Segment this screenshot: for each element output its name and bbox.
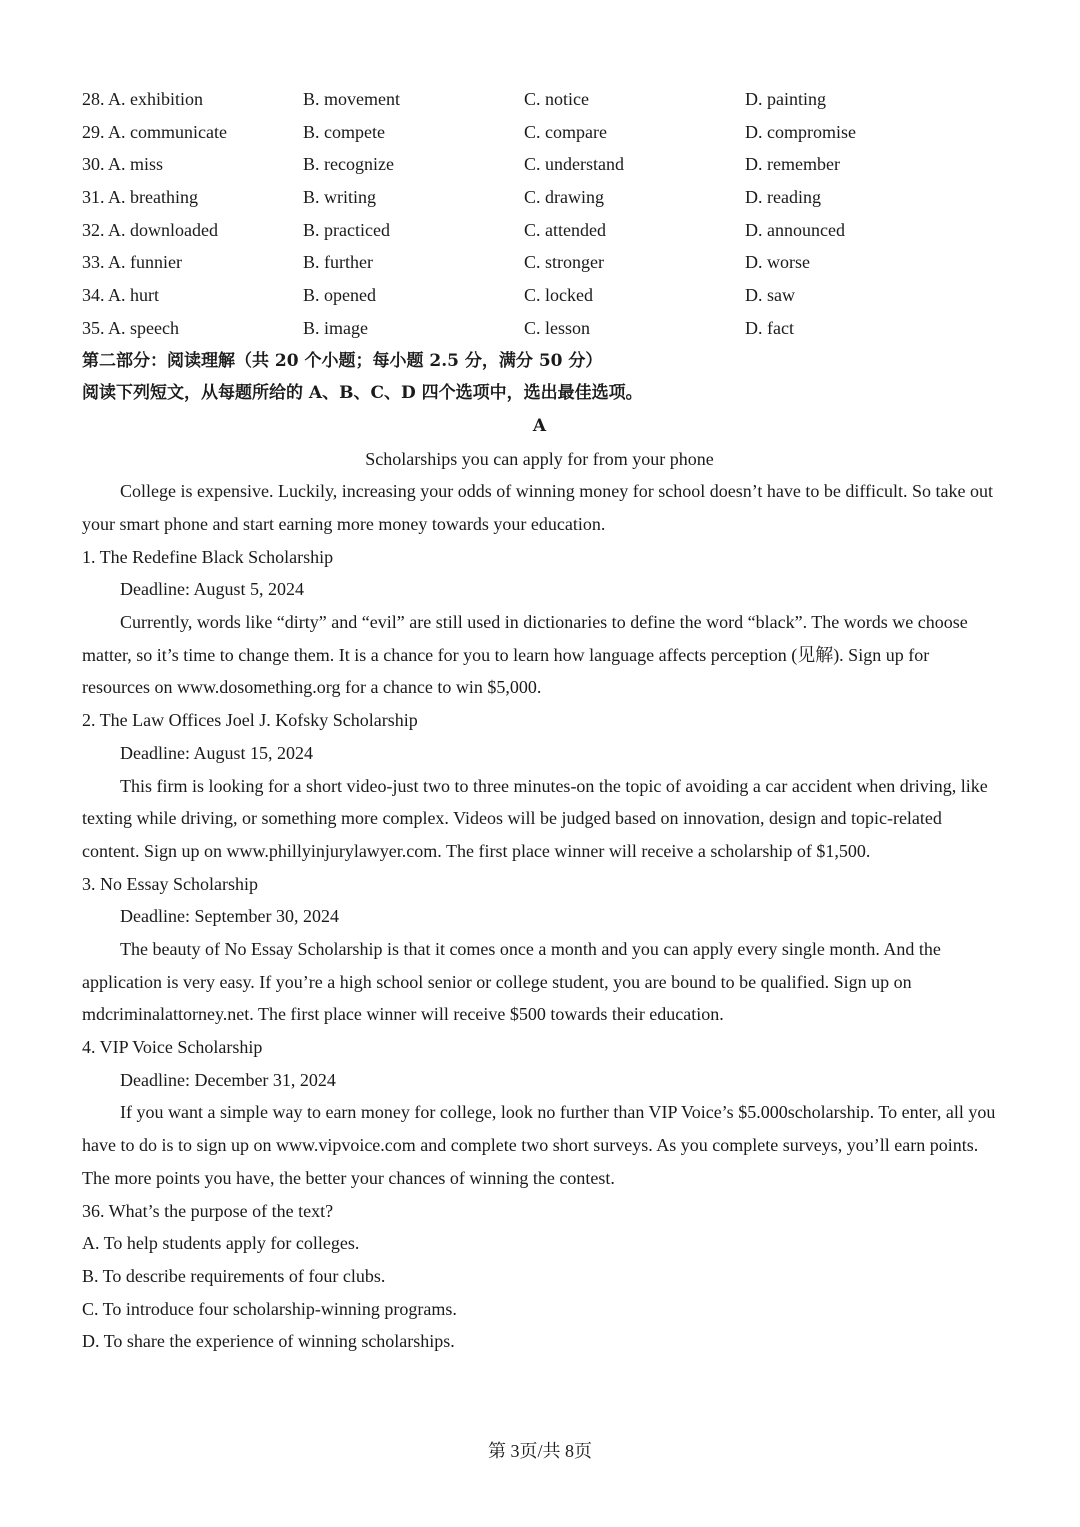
scholarship-name: 1. The Redefine Black Scholarship	[82, 546, 334, 567]
scholarship-deadline: Deadline: September 30, 2024	[120, 906, 339, 927]
option-row	[82, 312, 997, 345]
scholarship-deadline: Deadline: August 5, 2024	[120, 579, 304, 600]
option-c: C. compare	[524, 121, 607, 142]
option-d: D. announced	[745, 219, 845, 240]
scholarship-description: If you want a simple way to earn money for college, look no further than VIP Voice’s $5.000scholarship. To enter, all you have to do is to sign up on www.vipvoice.com and complete two short surveys. As you complete surveys, you’ll earn points. The more points you have, the better your chances of winning the contest.	[82, 1102, 996, 1188]
option-d: D. reading	[745, 187, 821, 208]
scholarship-name: 4. VIP Voice Scholarship	[82, 1037, 263, 1058]
option-b: B. further	[303, 252, 373, 273]
option-a: 34. A. hurt	[82, 285, 160, 306]
option-b: B. image	[303, 317, 368, 338]
answer-option-c: C. To introduce four scholarship-winning programs.	[82, 1298, 457, 1319]
option-row	[82, 83, 997, 116]
option-a: 33. A. funnier	[82, 252, 182, 273]
option-d: D. remember	[745, 154, 840, 175]
option-b: B. recognize	[303, 154, 394, 175]
scholarship-name: 3. No Essay Scholarship	[82, 873, 258, 894]
passage-intro: College is expensive. Luckily, increasing your odds of winning money for school doesn’t have to be difficult. So take out your smart phone and start earning more money towards your education.	[82, 481, 993, 534]
question-stem: 36. What’s the purpose of the text?	[82, 1200, 334, 1221]
option-c: C. attended	[524, 219, 606, 240]
option-d: D. saw	[745, 285, 795, 306]
option-row	[82, 116, 997, 149]
option-row	[82, 214, 997, 247]
page-content	[82, 83, 997, 1358]
option-b: B. movement	[303, 89, 400, 109]
option-c: C. understand	[524, 154, 624, 175]
option-d: D. fact	[745, 317, 794, 338]
option-d: D. worse	[745, 252, 810, 273]
option-b: B. practiced	[303, 219, 390, 240]
option-a: 35. A. speech	[82, 317, 179, 338]
scholarship-name: 2. The Law Offices Joel J. Kofsky Scholarship	[82, 710, 418, 731]
section-heading: 第二部分：阅读理解（共 20 个小题；每小题 2.5 分，满分 50 分）	[82, 350, 603, 371]
answer-option-a: A. To help students apply for colleges.	[82, 1233, 360, 1254]
cloze-options	[82, 83, 997, 345]
option-b: B. writing	[303, 187, 377, 208]
option-c: C. notice	[524, 89, 589, 109]
option-a: 30. A. miss	[82, 154, 164, 175]
option-d: D. compromise	[745, 121, 856, 142]
option-d: D. painting	[745, 89, 826, 109]
option-row	[82, 148, 997, 181]
scholarship-deadline: Deadline: December 31, 2024	[120, 1069, 336, 1090]
scholarship-description: This firm is looking for a short video-just two to three minutes-on the topic of avoiding a car accident when driving, like texting while driving, or something more complex. Videos will be judged based on innovation, design and topic-related content. Sign up on www.phillyinjurylawyer.com. The first place winner will receive a scholarship of $1,500.	[82, 775, 988, 861]
option-row	[82, 279, 997, 312]
section-instruction: 阅读下列短文，从每题所给的 A、B、C、D 四个选项中，选出最佳选项。	[82, 383, 643, 404]
answer-option-d: D. To share the experience of winning scholarships.	[82, 1331, 455, 1352]
answer-option-b: B. To describe requirements of four clubs.	[82, 1265, 386, 1286]
scholarship-description: The beauty of No Essay Scholarship is that it comes once a month and you can apply every single month. And the application is very easy. If you’re a high school senior or college student, you are bound to be qualified. Sign up on mdcriminalattorney.net. The first place winner will receive $500 towards their education.	[82, 939, 941, 1025]
option-c: C. lesson	[524, 317, 591, 338]
option-c: C. stronger	[524, 252, 604, 273]
option-a: 31. A. breathing	[82, 187, 198, 208]
option-a: 28. A. exhibition	[82, 89, 203, 109]
option-a: 29. A. communicate	[82, 121, 227, 142]
option-a: 32. A. downloaded	[82, 219, 218, 240]
option-b: B. opened	[303, 285, 376, 306]
option-c: C. locked	[524, 285, 593, 306]
option-b: B. compete	[303, 121, 385, 142]
option-row	[82, 246, 997, 279]
passage-letter: A	[532, 415, 547, 436]
scholarship-deadline: Deadline: August 15, 2024	[120, 742, 313, 763]
option-row	[82, 181, 997, 214]
scholarship-description: Currently, words like “dirty” and “evil” are still used in dictionaries to define the word “black”. The words we choose matter, so it’s time to change them. It is a chance for you to learn how language affects perception (见解). Sign up for resources on www.dosomething.org for a chance to win $5,000.	[82, 612, 968, 698]
passage-title: Scholarships you can apply for from your phone	[365, 448, 714, 469]
option-c: C. drawing	[524, 187, 604, 208]
page-number: 第 3页/共 8页	[487, 1441, 592, 1461]
